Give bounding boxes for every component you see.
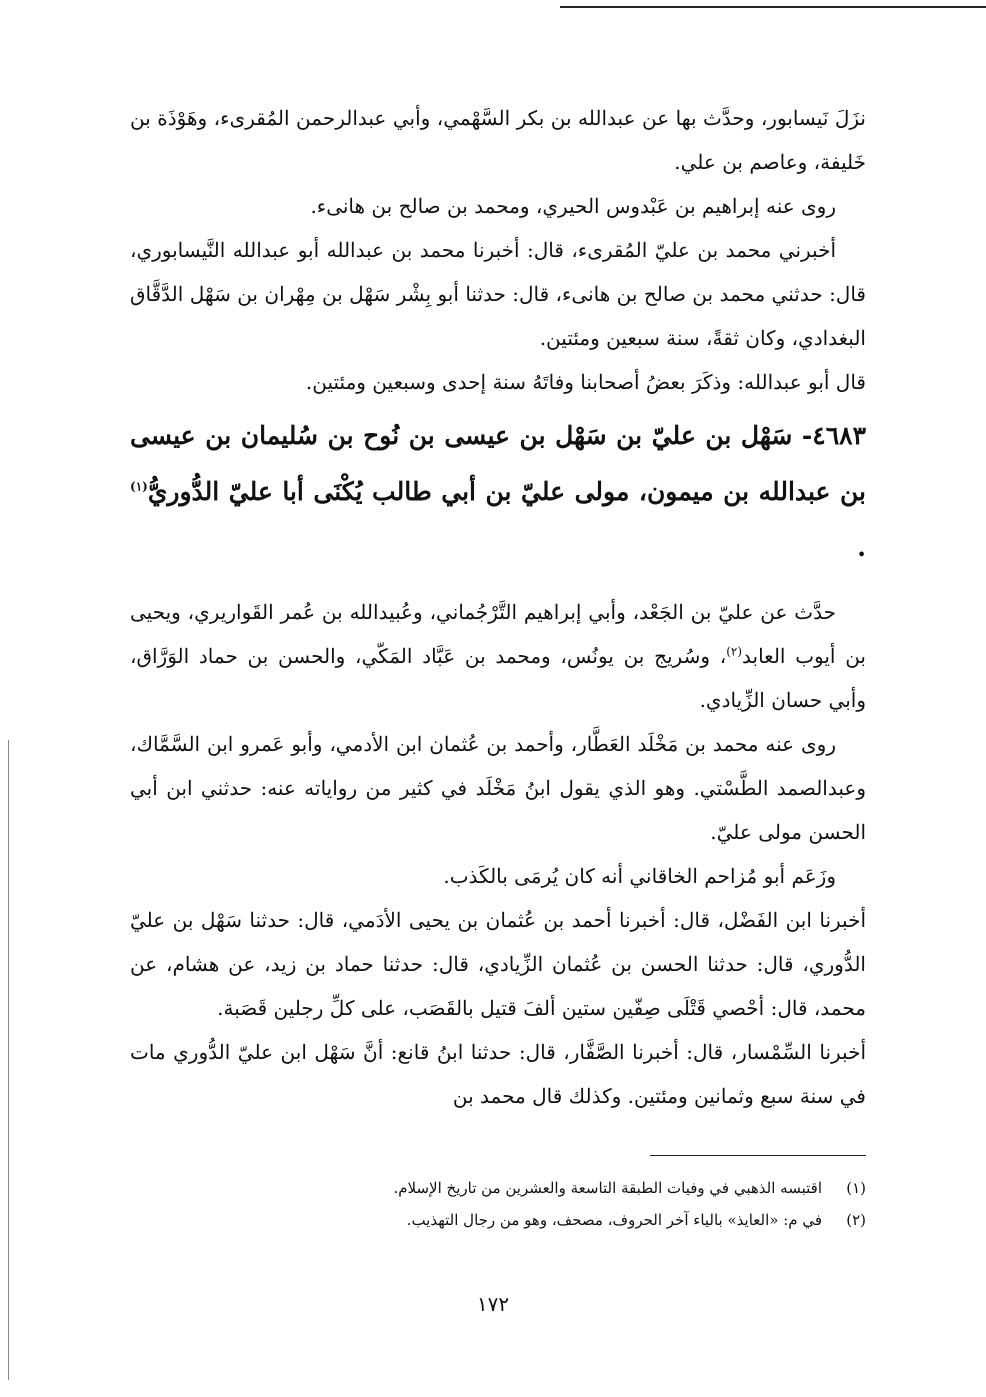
footnote-ref-1: (١) bbox=[130, 479, 148, 494]
paragraph-accusation: وزَعَم أبو مُزاحم الخاقاني أنه كان يُرمَى بالكَذب. bbox=[443, 864, 836, 888]
footnote-1-text: اقتبسه الذهبي في وفيات الطبقة التاسعة والعشرين من تاريخ الإسلام. bbox=[393, 1179, 822, 1197]
footnote-1 bbox=[130, 1172, 866, 1204]
teachers-part-b: ، وسُريج بن يونُس، ومحمد بن عَبَّاد المَكّي، والحسن بن حماد الوَرَّاق، وأبي حسان الزِّيادي. bbox=[130, 644, 866, 712]
top-rule bbox=[560, 6, 986, 8]
paragraph-death-report: أخبرنا السِّمْسار، قال: أخبرنا الصَّفَّار، قال: حدثنا ابنُ قانع: أنَّ سَهْل ابن عليّ الدُّوري مات في سنة سبع وثمانين ومئتين. وكذلك قال محمد بن bbox=[130, 1040, 866, 1108]
paragraph-teachers bbox=[130, 590, 866, 722]
footnote-1-number: (١) bbox=[846, 1179, 866, 1197]
page-number: ١٧٢ bbox=[476, 1292, 510, 1316]
paragraph-isnad: أخبرني محمد بن عليّ المُقرىء، قال: أخبرنا محمد بن عبدالله أبو عبدالله النَّيسابوري، قال: حدثني محمد بن صالح بن هانىء، قال: حدثنا أبو بِشْر سَهْل بن مِهْران بن سَهْل الدَّقَّاق البغدادي، وكان ثقةً، سنة سبعين ومئتين. bbox=[130, 238, 866, 350]
footnotes bbox=[130, 1172, 866, 1236]
entry-heading bbox=[130, 408, 866, 576]
entry-heading-text: ٤٦٨٣- سَهْل بن عليّ بن سَهْل بن عيسى بن نُوح بن سُليمان بن عيسى بن عبدالله بن ميمون، مولى عليّ بن أبي طالب يُكْنَى أبا عليّ الدُّوريُّ bbox=[130, 421, 866, 506]
footnote-2 bbox=[130, 1204, 866, 1236]
page-body bbox=[130, 96, 866, 1118]
footnote-2-text: في م: «العايذ» بالياء آخر الحروف، مصحف، وهو من رجال التهذيب. bbox=[406, 1211, 822, 1229]
teachers-part-a: حدَّث عن عليّ بن الجَعْد، وأبي إبراهيم التَّرْجُماني، وعُبيدالله بن عُمر القَواريري، ويحيى بن أيوب العابد bbox=[130, 600, 866, 668]
paragraph-death: قال أبو عبدالله: وذكَرَ بعضُ أصحابنا وفاتَهُ سنة إحدى وسبعين ومئتين. bbox=[305, 370, 866, 394]
footnote-ref-2: (٢) bbox=[726, 644, 743, 659]
footnote-2-number: (٢) bbox=[846, 1211, 866, 1229]
paragraph-narrators: روى عنه إبراهيم بن عَبْدوس الحيري، ومحمد بن صالح بن هانىء. bbox=[310, 194, 836, 218]
entry-heading-end: . bbox=[857, 533, 866, 562]
paragraph-report: أخبرنا ابن الفَضْل، قال: أخبرنا أحمد بن عُثمان بن يحيى الأدَمي، قال: حدثنا سَهْل بن عليّ الدُّوري، قال: حدثنا الحسن بن عُثمان الزِّيادي، قال: حدثنا حماد بن زيد، عن هشام، عن محمد، قال: أحْصي قَتْلَى صِفّين ستين ألفَ قتيل بالقَصَب، على كلِّ رجلين قَصَبة. bbox=[130, 908, 866, 1020]
paragraph-residence: نزَلَ نَيسابور، وحدَّث بها عن عبدالله بن بكر السَّهْمي، وأبي عبدالرحمن المُقرىء، وهَوْذَة بن خَليفة، وعاصم بن علي. bbox=[130, 106, 866, 174]
footnote-separator bbox=[650, 1155, 866, 1156]
scan-edge-line bbox=[8, 740, 9, 1380]
paragraph-students: روى عنه محمد بن مَخْلَد العَطَّار، وأحمد بن عُثمان ابن الأدمي، وأبو عَمرو ابن السَّمَّاك، وعبدالصمد الطَّسْتي. وهو الذي يقول ابنُ مَخْلَد في كثير من رواياته عنه: حدثني ابن أبي الحسن مولى عليّ. bbox=[130, 732, 866, 844]
